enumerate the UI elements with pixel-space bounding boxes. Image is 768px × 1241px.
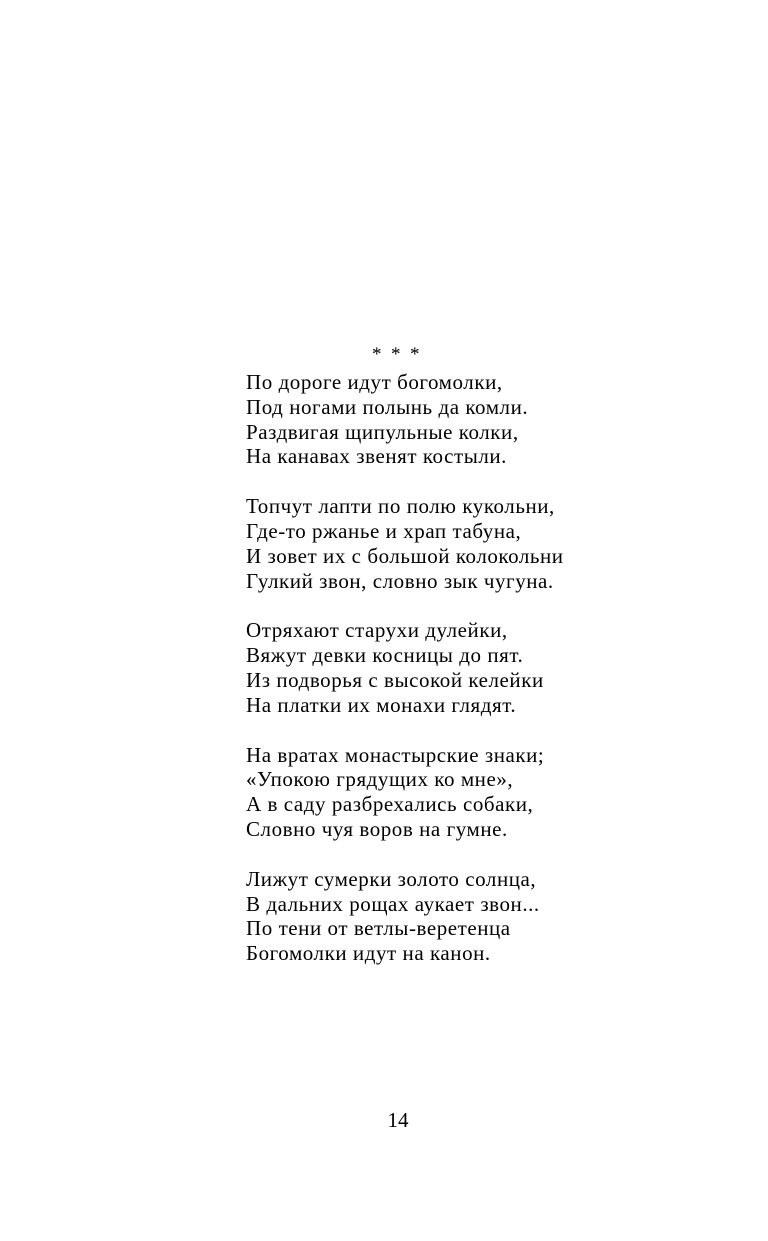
poem-line: Словно чуя воров на гумне. [246,816,508,841]
poem-line: Топчут лапти по полю кукольни, [246,494,555,519]
poem-line: А в саду разбрехались собаки, [246,792,534,817]
poem-line: И зовет их с большой колокольни [246,543,564,568]
poem-line: В дальних рощах аукает звон... [246,891,540,916]
poem-line: На платки их монахи глядят. [246,692,517,717]
poem-line: Отряхают старухи дулейки, [246,618,508,643]
stanza-5 [246,867,686,966]
poem-line: Вяжут девки косницы до пят. [246,643,524,668]
poem-line: Гулкий звон, словно зык чугуна. [246,568,554,593]
stanza-1 [246,370,686,469]
poem-line: Богомолки идут на канон. [246,941,491,966]
stanza-3 [246,618,686,717]
poem-line: Из подворья с высокой келейки [246,667,544,692]
stanza-4 [246,743,686,842]
poem-line: Где-то ржанье и храп табуна, [246,518,522,543]
stanza-2 [246,494,686,593]
poem-line: «Упокою грядущих ко мне», [246,767,514,792]
poem-body [246,370,686,991]
poem-line: Лижут сумерки золото солнца, [246,866,537,891]
poem-line: По дороге идут богомолки, [246,370,503,394]
page-number: 14 [387,1108,409,1132]
poem-line: Под ногами полынь да комли. [246,394,529,419]
poem-line: На вратах монастырские знаки; [246,742,545,767]
poem-line: По тени от ветлы-веретенца [246,916,511,941]
poem-line: Раздвигая щипульные колки, [246,419,519,444]
poem-line: На канавах звенят костыли. [246,444,507,469]
section-ornament: * * * [372,344,420,365]
